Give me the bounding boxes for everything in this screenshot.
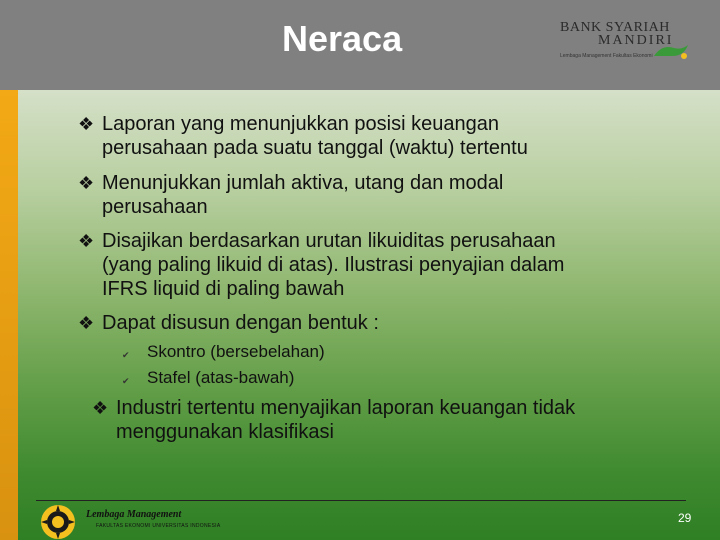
bullet-item bbox=[78, 112, 528, 160]
bullet-line: perusahaan bbox=[102, 196, 208, 218]
sub-bullet-item bbox=[122, 340, 325, 364]
bullet-line: Disajikan berdasarkan urutan likuiditas perusahaan bbox=[102, 230, 556, 252]
bullet-item bbox=[78, 229, 564, 301]
bullet-line: Laporan yang menunjukkan posisi keuangan bbox=[102, 113, 499, 135]
logo-text-line2: MANDIRI bbox=[598, 33, 674, 48]
sub-bullet-text: Stafel (atas-bawah) bbox=[147, 368, 295, 387]
bullet-line: IFRS liquid di paling bawah bbox=[102, 278, 345, 300]
bullet-line: menggunakan klasifikasi bbox=[116, 421, 334, 443]
footer-institution: Lembaga Management bbox=[86, 509, 182, 520]
check-bullet-icon: ✔ bbox=[122, 350, 130, 360]
diamond-bullet-icon: ❖ bbox=[78, 173, 95, 193]
slide-title: Neraca bbox=[282, 18, 403, 59]
sub-bullet-text: Skontro (bersebelahan) bbox=[147, 342, 325, 361]
left-accent-strip bbox=[0, 90, 18, 540]
bullet-line: (yang paling likuid di atas). Ilustrasi penyajian dalam bbox=[102, 254, 565, 276]
page-number: 29 bbox=[678, 511, 692, 525]
logo-leaf-icon bbox=[652, 42, 692, 62]
bullet-item bbox=[78, 311, 379, 335]
bank-logo bbox=[556, 20, 696, 64]
footer-divider bbox=[36, 500, 686, 501]
diamond-bullet-icon: ❖ bbox=[78, 313, 95, 333]
footer-subtitle: FAKULTAS EKONOMI UNIVERSITAS INDONESIA bbox=[96, 523, 221, 529]
bullet-item bbox=[92, 396, 575, 444]
bullet-line: perusahaan pada suatu tanggal (waktu) tertentu bbox=[102, 137, 528, 159]
logo-text-line1: BANK SYARIAH bbox=[560, 20, 670, 35]
university-emblem-icon bbox=[36, 502, 80, 540]
bullet-item bbox=[78, 171, 503, 219]
bullet-line: Industri tertentu menyajikan laporan keuangan tidak bbox=[116, 397, 576, 419]
bullet-line: Menunjukkan jumlah aktiva, utang dan modal bbox=[102, 172, 504, 194]
logo-tagline: Lembaga Management Fakultas Ekonomi bbox=[560, 53, 653, 59]
bullet-line: Dapat disusun dengan bentuk : bbox=[102, 312, 379, 334]
diamond-bullet-icon: ❖ bbox=[78, 231, 95, 251]
check-bullet-icon: ✔ bbox=[122, 376, 130, 386]
diamond-bullet-icon: ❖ bbox=[78, 114, 95, 134]
diamond-bullet-icon: ❖ bbox=[92, 398, 109, 418]
sub-bullet-item bbox=[122, 366, 294, 390]
